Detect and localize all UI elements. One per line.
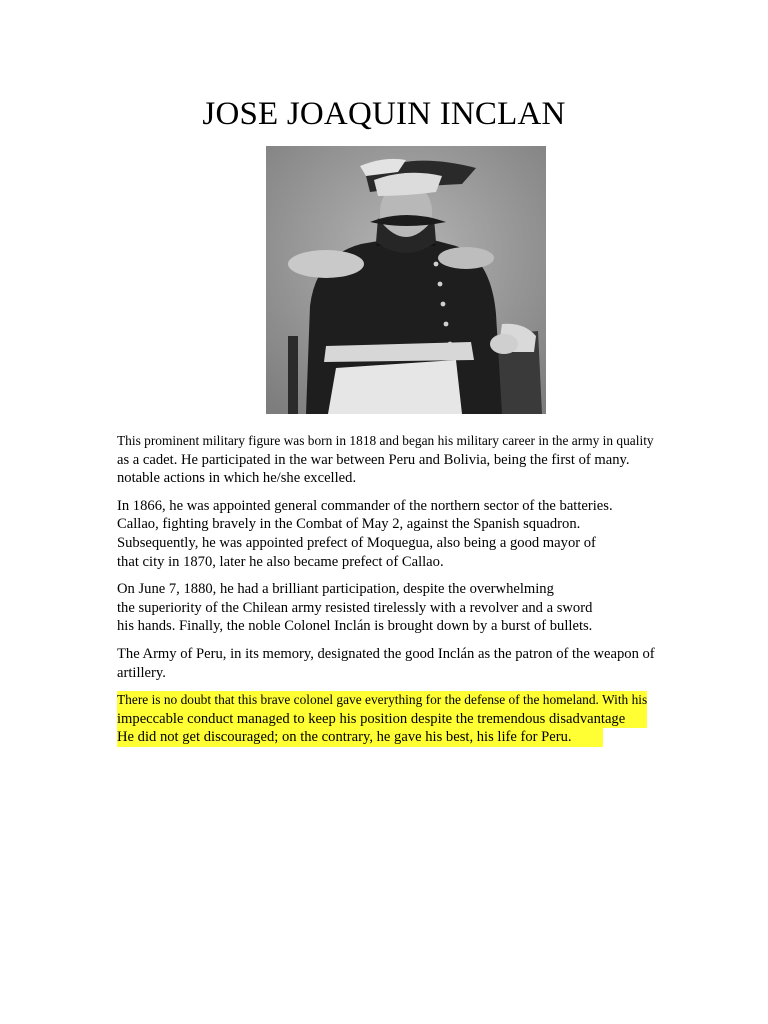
text-line: the superiority of the Chilean army resisted tirelessly with a revolver and a sword	[117, 599, 593, 616]
text-line: Callao, fighting bravely in the Combat of May 2, against the Spanish squadron.	[117, 516, 581, 533]
paragraph-highlighted-conclusion	[117, 691, 677, 747]
highlighted-text-line: There is no doubt that this brave colonel gave everything for the defense of the homeland. With his	[117, 691, 647, 710]
text-line: that city in 1870, later he also became prefect of Callao.	[117, 553, 444, 570]
document-title: JOSE JOAQUIN INCLAN	[202, 96, 566, 132]
text-line: The Army of Peru, in its memory, designated the good Inclán as the patron of the weapon of	[117, 645, 655, 662]
paragraph-battle	[117, 580, 677, 636]
portrait-photo	[266, 146, 546, 414]
text-line: as a cadet. He participated in the war between Peru and Bolivia, being the first of many.	[117, 451, 630, 468]
paragraph-legacy	[117, 645, 677, 682]
article-body	[117, 432, 677, 756]
text-line: Subsequently, he was appointed prefect of Moquegua, also being a good mayor of	[117, 534, 596, 551]
text-line: notable actions in which he/she excelled.	[117, 470, 357, 487]
highlighted-text-line: He did not get discouraged; on the contrary, he gave his best, his life for Peru.	[117, 728, 603, 747]
paragraph-career	[117, 497, 677, 571]
text-line: This prominent military figure was born in 1818 and began his military career in the army in quality	[117, 433, 654, 448]
text-line: In 1866, he was appointed general commander of the northern sector of the batteries.	[117, 497, 613, 514]
text-line: artillery.	[117, 664, 166, 681]
highlighted-text-line: impeccable conduct managed to keep his position despite the tremendous disadvantage	[117, 710, 647, 729]
text-line: his hands. Finally, the noble Colonel Inclán is brought down by a burst of bullets.	[117, 618, 593, 635]
text-line: On June 7, 1880, he had a brilliant participation, despite the overwhelming	[117, 581, 554, 598]
paragraph-birth	[117, 432, 677, 488]
